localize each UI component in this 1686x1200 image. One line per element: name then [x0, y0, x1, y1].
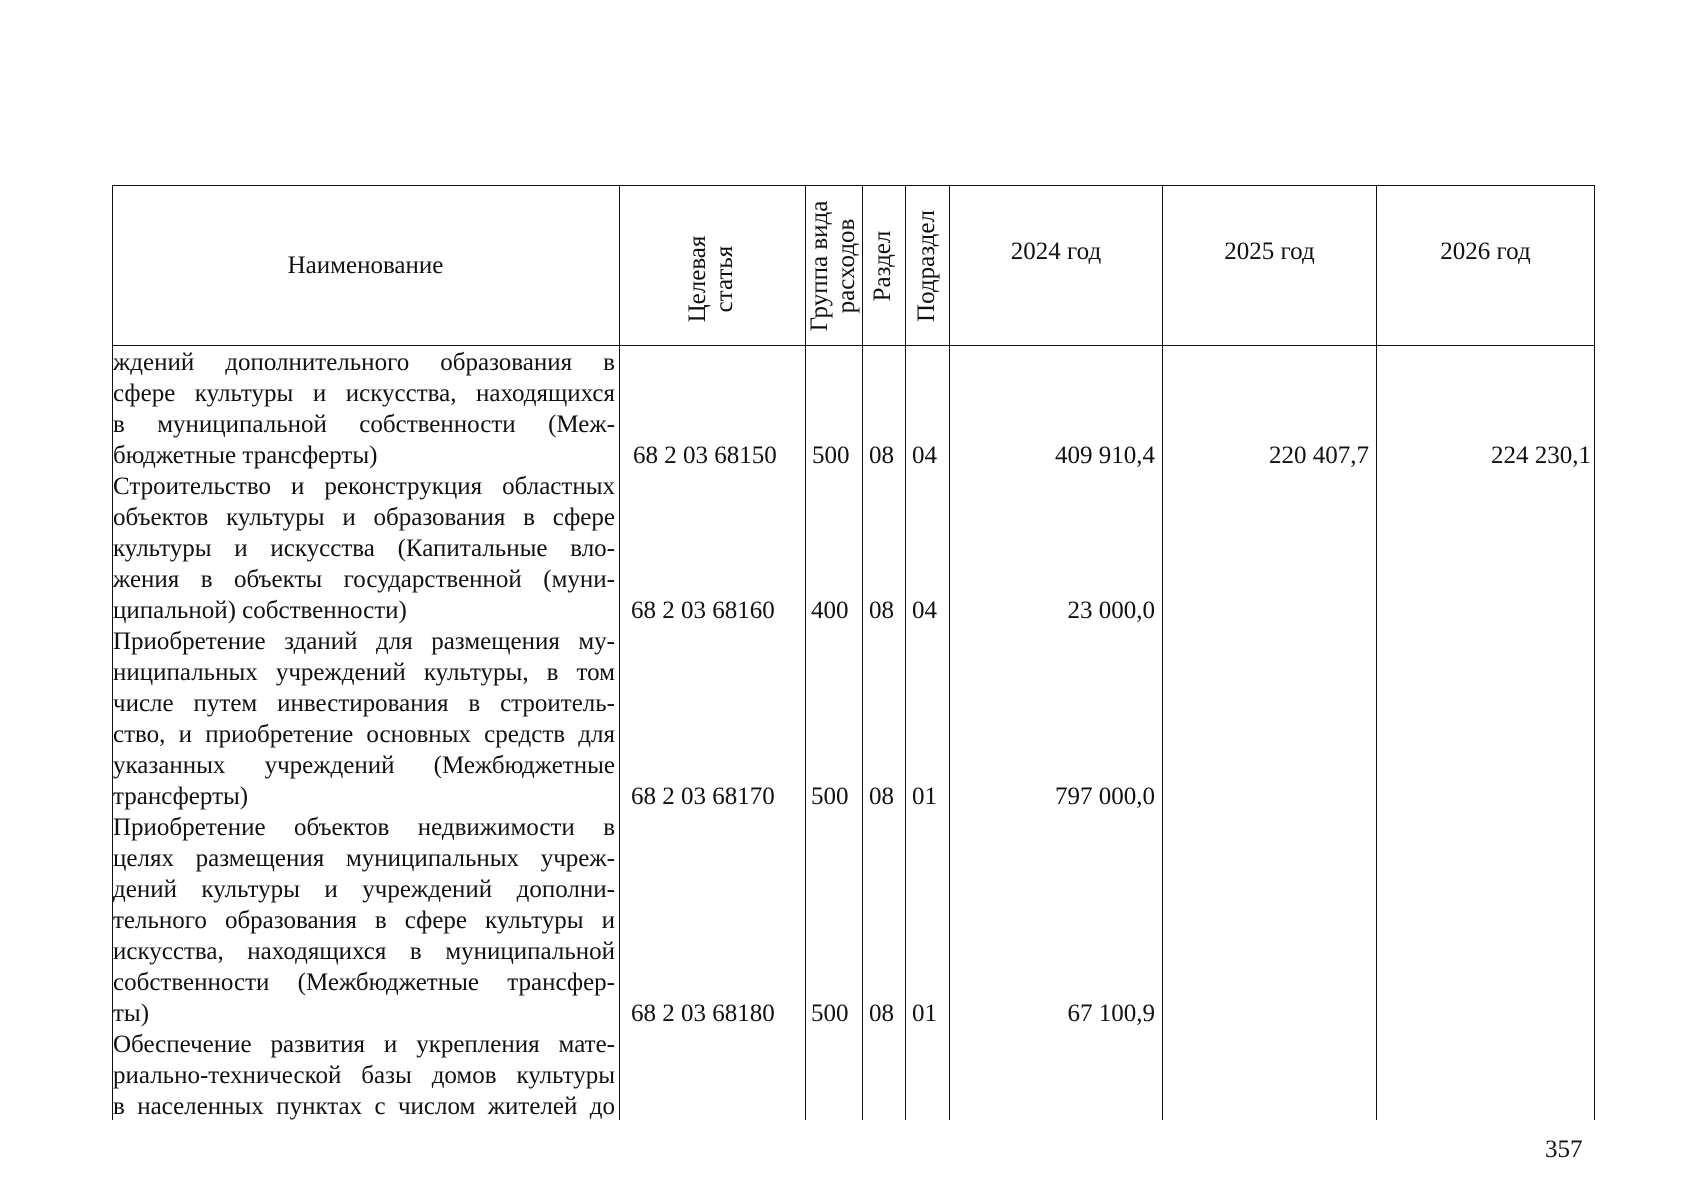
col-divider — [862, 185, 863, 1120]
row-2024: 797 000,0 — [1055, 783, 1155, 810]
row-name-line: целях размещения муниципальных учреж- — [113, 845, 615, 872]
header-section: Раздел — [869, 230, 896, 302]
row-name-line: в населенных пунктах с числом жителей до — [113, 1093, 615, 1120]
row-name-line: объектов культуры и образования в сфере — [113, 504, 615, 531]
row-name-line: собственности (Межбюджетные трансфер- — [113, 969, 615, 996]
row-target: 68 2 03 68180 — [631, 1000, 775, 1027]
row-name-line: Обеспечение развития и укрепления мате- — [113, 1031, 615, 1058]
col-divider — [949, 185, 950, 1120]
row-subsection: 01 — [912, 783, 937, 810]
header-group-line1: Группа вида — [806, 200, 833, 332]
row-name-line: ждений дополнительного образования в — [113, 349, 615, 376]
row-name-line: искусства, находящихся в муниципальной — [113, 938, 615, 965]
row-name-line: указанных учреждений (Межбюджетные — [113, 752, 615, 779]
row-name-line: дений культуры и учреждений дополни- — [113, 876, 615, 903]
col-divider — [619, 185, 620, 1120]
header-2024: 2024 год — [1010, 238, 1102, 265]
row-subsection: 01 — [912, 1000, 937, 1027]
row-group: 500 — [811, 1000, 849, 1027]
row-name-line: тельного образования в сфере культуры и — [113, 907, 615, 934]
row-target: 68 2 03 68170 — [631, 783, 775, 810]
header-subsection: Подраздел — [913, 210, 940, 322]
row-name-line: ты) — [113, 1000, 150, 1027]
row-2024: 23 000,0 — [1067, 597, 1155, 624]
row-subsection: 04 — [912, 597, 937, 624]
row-2026: 224 230,1 — [1491, 442, 1591, 469]
header-group-line2: расходов — [833, 218, 860, 314]
header-2026: 2026 год — [1440, 238, 1531, 265]
row-name-line: сфере культуры и искусства, находящихся — [113, 380, 615, 407]
row-2025: 220 407,7 — [1269, 442, 1369, 469]
row-section: 08 — [869, 783, 894, 810]
header-name: Наименование — [287, 252, 444, 279]
row-section: 08 — [869, 1000, 894, 1027]
header-target-line2: статья — [711, 245, 738, 313]
col-divider — [1376, 185, 1377, 1120]
row-2024: 409 910,4 — [1055, 442, 1155, 469]
row-name-line: трансферты) — [113, 783, 249, 810]
header-2025: 2025 год — [1224, 238, 1315, 265]
row-name-line: числе путем инвестирования в строитель- — [113, 690, 615, 717]
row-group: 500 — [811, 783, 849, 810]
row-section: 08 — [869, 597, 894, 624]
row-section: 08 — [869, 442, 894, 469]
row-name-line: Приобретение зданий для размещения му- — [113, 628, 615, 655]
row-name-line: в муниципальной собственности (Меж- — [113, 411, 615, 438]
row-name-line: риально-технической базы домов культуры — [113, 1062, 615, 1089]
row-name-line: ципальной) собственности) — [113, 597, 407, 624]
row-2024: 67 100,9 — [1067, 1000, 1155, 1027]
header-target — [684, 199, 740, 359]
row-name-line: ство, и приобретение основных средств для — [113, 721, 615, 748]
header-group — [806, 186, 862, 346]
row-name-line: культуры и искусства (Капитальные вло- — [113, 535, 615, 562]
row-name-line: Строительство и реконструкция областных — [113, 473, 615, 500]
row-name-line: бюджетные трансферты) — [113, 442, 378, 469]
row-subsection: 04 — [912, 442, 937, 469]
page-number: 357 — [1545, 1136, 1583, 1163]
col-divider — [1162, 185, 1163, 1120]
row-group: 500 — [812, 442, 850, 469]
row-name-line: Приобретение объектов недвижимости в — [113, 814, 615, 841]
row-name-line: ниципальных учреждений культуры, в том — [113, 659, 615, 686]
row-group: 400 — [811, 597, 849, 624]
table-right-border — [1594, 185, 1595, 1120]
row-name-line: жения в объекты государственной (муни- — [113, 566, 615, 593]
header-target-line1: Целевая — [684, 235, 711, 323]
row-target: 68 2 03 68160 — [631, 597, 775, 624]
col-divider — [905, 185, 906, 1120]
row-target: 68 2 03 68150 — [633, 442, 777, 469]
